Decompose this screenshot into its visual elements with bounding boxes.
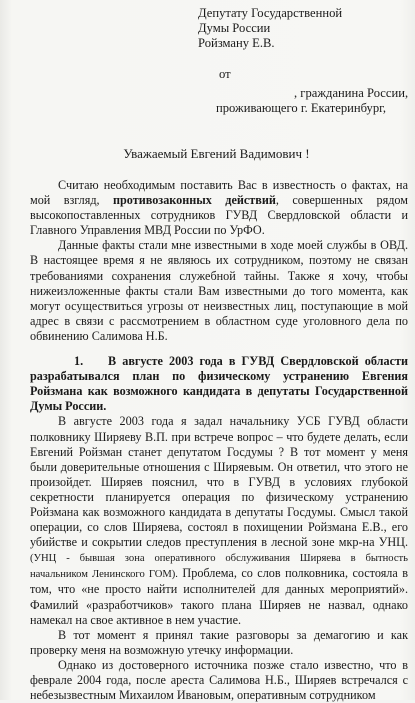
addressee-block <box>198 6 403 51</box>
paragraph-1-emphasis: противозаконных действий <box>112 193 276 208</box>
section-1-title: В августе 2003 года в ГУВД Свердловской области разрабатывался план по физическому устранению Евгения Ройзмана как возможного кандидата в депутаты Государственной Думы России. <box>30 354 408 414</box>
paragraph-1-text-c: , совершенных рядом высокопоставленных сотрудников ГУВД Свердловской области и Главного Управления МВД России по УрФО. <box>30 193 408 238</box>
paragraph-1-text-a: Считаю необходимым поставить Вас в известность о фактах, на мой взгляд, <box>30 178 408 208</box>
paragraph-2: Данные факты стали мне известными в ходе моей службы в ОВД. В настоящее время я не являюсь их сотрудником, поэтому не связан требованиями сохранения служебной тайны. Также я хочу, чтобы нижеизложенные факты стали Вам известными до того момента, как могут осуществиться угрозы от неизвестных лиц, поступающие в мой адрес в связи с рассмотрением в областном суде уголовного дела по обвинению Салимова Н.Б. <box>30 238 408 343</box>
from-label: от <box>219 67 231 81</box>
paragraph-1 <box>30 178 408 238</box>
addressee-line-2: Думы России <box>198 21 271 35</box>
addressee-line-1: Депутату Государственной <box>198 6 343 20</box>
section-1-heading <box>30 354 408 414</box>
greeting: Уважаемый Евгений Вадимович ! <box>123 146 310 161</box>
section-1-number: 1. <box>74 354 84 369</box>
paragraph-3 <box>30 414 408 627</box>
addressee-line-3: Ройзману Е.В. <box>198 36 275 50</box>
sender-citizenship: , гражданина России, <box>294 86 409 100</box>
paragraph-5: Однако из достоверного источника позже стало известно, что в феврале 2004 года, после ареста Салимова Н.Б., Ширяев встречался с небезызвестным Михаилом Ивановым, оперативным сотрудником <box>30 657 408 703</box>
sender-residence: проживающего г. Екатеринбург, <box>216 101 387 115</box>
paragraph-3-text-a: В августе 2003 года я задал начальнику УСБ ГУВД области полковнику Ширяеву В.П. при встрече вопрос – что будете делать, если Евгений Ройзман станет депутатом Госдумы ? В тот момент у меня были доверительные отношения с Ширяевым. Он ответил, что этого не произойдет. Ширяев пояснил, что в ГУВД в условиях глубокой секретности планируется операция по физическому устранению Ройзмана как возможного кандидата в депутаты Госдумы. Смысл такой операции, со слов Ширяева, состоял в похищении Ройзмана Е.В., его убийстве и сокрытии следов преступления в лесной зоне мкр-на УНЦ. <box>30 414 408 550</box>
paragraph-4: В тот момент я принял такие разговоры за демагогию и как проверку меня на возможную утечку информации. <box>30 627 408 657</box>
paragraph-3-text-b: Проблема, со слов полковника, состояла в том, что «не просто найти исполнителей для данных мероприятий». Фамилий «разработчиков» такого плана Ширяев не назвал, однако намекал на свое активное в нем участие. <box>30 566 408 627</box>
paragraph-3-note: (УНЦ - бывшая зона оперативного обслуживания Ширяева в бытность начальником Ленинского ГОМ). <box>30 553 408 581</box>
letter-body <box>30 178 408 703</box>
